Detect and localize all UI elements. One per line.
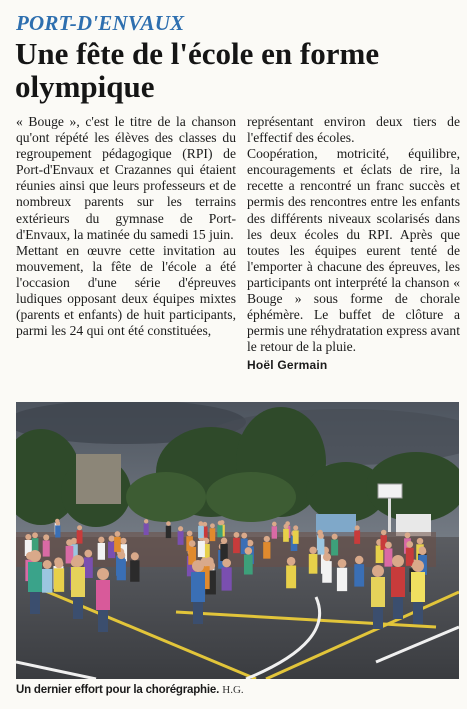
article-column-left xyxy=(16,114,236,339)
photo-caption xyxy=(16,684,244,696)
article-column-right xyxy=(247,114,460,374)
paragraph: Coopération, motricité, équilibre, encouragements et éclats de rire, la recette a rencontré un franc succès et permis des rencontres entre les enfants des différents niveaux scolarisés dans les deux écoles du RPI. Après que toutes les équipes eurent tenté de l'emporter à chacune des épreuves, les participants ont interprété la chanson « Bouge » sous forme de chorale éphémère. Le buffet de clôture a permis une réhydratation express avant le retour de la pluie. xyxy=(247,146,460,355)
paragraph: « Bouge », c'est le titre de la chanson qu'ont répété les élèves des classes du regroupement pédagogique (RPI) de Port-d'Envaux et Crazannes qui étaient réunies ainsi que leurs professeurs et de nombreux parents sur les terrains extérieurs du gymnase de Port-d'Envaux, la matinée du samedi 15 juin. xyxy=(16,114,236,242)
paragraph: Mettant en œuvre cette invitation au mouvement, la fête de l'école a été l'occasion d'une série d'épreuves ludiques opposant deux équipes mixtes (parents et enfants) de huit participants, parmi les 24 qui ont été constituées, xyxy=(16,242,236,339)
photo-credit: H.G. xyxy=(222,684,244,696)
article-photo xyxy=(16,402,459,679)
section-kicker: PORT-D'ENVAUX xyxy=(16,11,185,35)
photo-illustration xyxy=(16,402,459,679)
paragraph: représentant environ deux tiers de l'effectif des écoles. xyxy=(247,114,460,146)
caption-text: Un dernier effort pour la chorégraphie. xyxy=(16,684,220,696)
author-signature: Hoël Germain xyxy=(247,358,328,373)
article-headline: Une fête de l'école en forme olympique xyxy=(15,36,380,104)
